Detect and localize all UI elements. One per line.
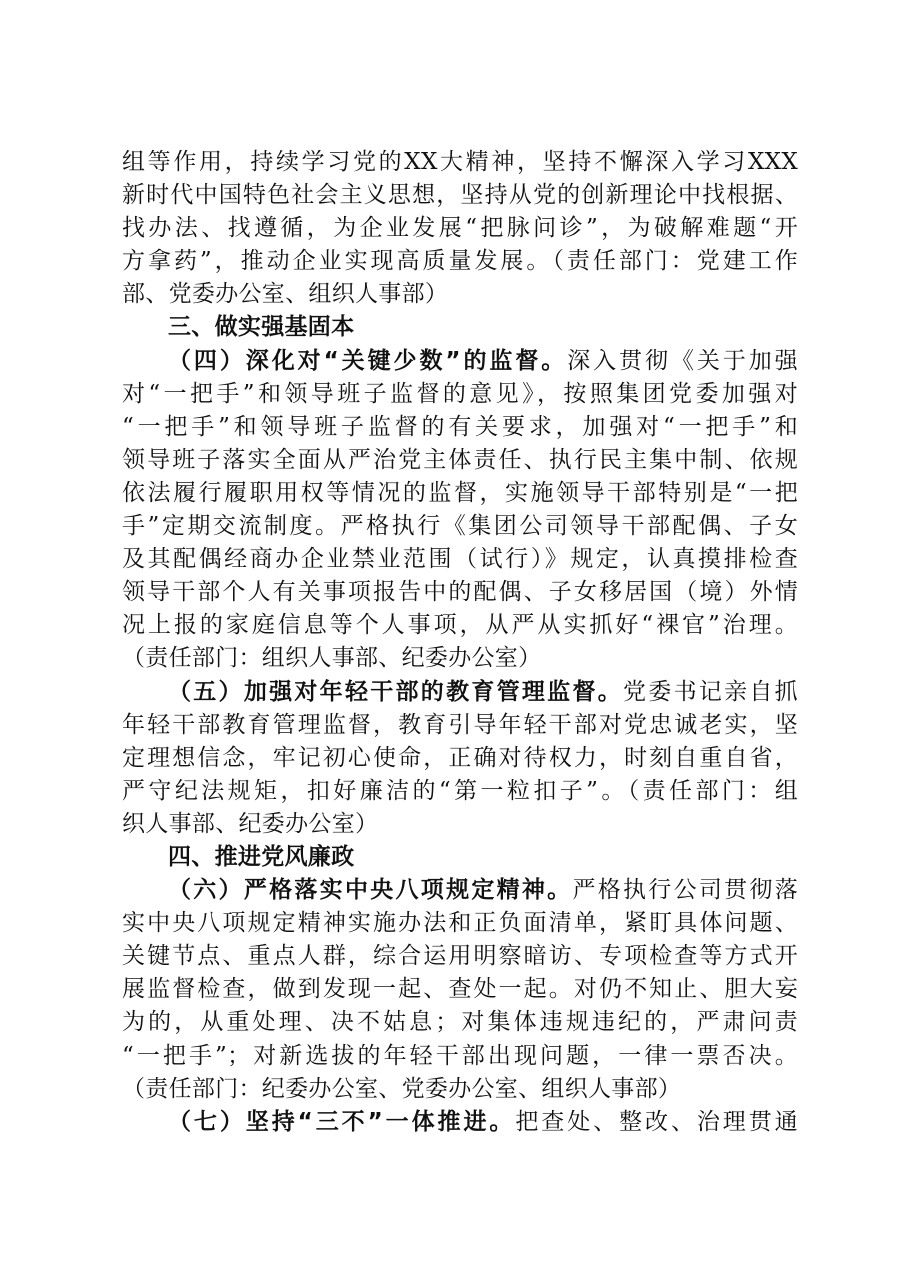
- text-line: 定理想信念，牢记初心使命，正确对待权力，时刻自重自省，: [122, 744, 798, 771]
- text-line: 为的，从重处理、决不姑息；对集体违规违纪的，严肃问责: [122, 1009, 798, 1036]
- paragraph-5: [122, 676, 798, 841]
- text-line: 组等作用，持续学习党的XX大精神，坚持不懈深入学习XXX: [122, 149, 798, 175]
- text-run: 严格执行公司贯彻落: [572, 877, 798, 904]
- text-line: 方拿药”，推动企业实现高质量发展。（责任部门：党建工作: [122, 248, 798, 275]
- paragraph-lead: （五）加强对年轻干部的教育管理监督。: [168, 678, 624, 705]
- text-line: 实中央八项规定精神实施办法和正负面清单，紧盯具体问题、: [122, 910, 798, 937]
- text-line: （责任部门：组织人事部、纪委办公室）: [122, 645, 542, 672]
- paragraph-lead: （六）严格落实中央八项规定精神。: [168, 877, 573, 904]
- text-line: 严守纪法规矩，扣好廉洁的“第一粒扣子”。（责任部门：组: [122, 777, 798, 804]
- section-heading-3: 三、做实强基固本: [168, 314, 355, 341]
- text-line: 及其配偶经商办企业禁业范围（试行）》规定，认真摸排检查: [122, 546, 798, 573]
- text-line: [122, 1106, 798, 1139]
- text-run: 深入贯彻《关于加强: [567, 347, 798, 374]
- paragraph-6: [122, 874, 798, 1106]
- text-line: 年轻干部教育管理监督，教育引导年轻干部对党忠诚老实，坚: [122, 711, 798, 738]
- section-heading-4: 四、推进党风廉政: [168, 843, 355, 870]
- paragraph-lead: （四）深化对“关键少数”的监督。: [168, 347, 568, 374]
- paragraph-7: [122, 1106, 798, 1139]
- text-line: “一把手”和领导班子监督的有关要求，加强对“一把手”和: [122, 413, 798, 440]
- text-line: 展监督检查，做到发现一起、查处一起。对仍不知止、胆大妄: [122, 976, 798, 1003]
- text-line: 领导班子落实全面从严治党主体责任、执行民主集中制、依规: [122, 446, 798, 473]
- text-line: 新时代中国特色社会主义思想，坚持从党的创新理论中找根据、: [122, 182, 798, 209]
- text-line: “一把手”；对新选拔的年轻干部出现问题，一律一票否决。: [122, 1042, 798, 1069]
- text-line: 手”定期交流制度。严格执行《集团公司领导干部配偶、子女: [122, 513, 798, 540]
- text-run: 党委书记亲自抓: [623, 678, 798, 705]
- text-line: 对“一把手”和领导班子监督的意见》，按照集团党委加强对: [122, 380, 798, 407]
- text-line: 关键节点、重点人群，综合运用明察暗访、专项检查等方式开: [122, 943, 798, 970]
- text-line: 部、党委办公室、组织人事部）: [122, 281, 449, 308]
- text-line: 找办法、找遵循，为企业发展“把脉问诊”，为破解难题“开: [122, 215, 798, 242]
- text-line: 况上报的家庭信息等个人事项，从严从实抓好“裸官”治理。: [122, 612, 798, 639]
- text-run: 把查处、整改、治理贯通: [515, 1108, 798, 1135]
- text-line: [122, 345, 798, 378]
- document-page: [122, 146, 798, 1139]
- paragraph-4: [122, 345, 798, 676]
- paragraph-1: [122, 146, 798, 311]
- paragraph-lead: （七）坚持“三不”一体推进。: [168, 1108, 516, 1135]
- text-line: （责任部门：纪委办公室、党委办公室、组织人事部）: [122, 1075, 682, 1102]
- text-line: 织人事部、纪委办公室）: [122, 810, 379, 837]
- text-line: [122, 874, 798, 907]
- text-line: 依法履行履职用权等情况的监督，实施领导干部特别是“一把: [122, 479, 798, 506]
- text-line: [122, 676, 798, 709]
- text-line: 领导干部个人有关事项报告中的配偶、子女移居国（境）外情: [122, 579, 798, 606]
